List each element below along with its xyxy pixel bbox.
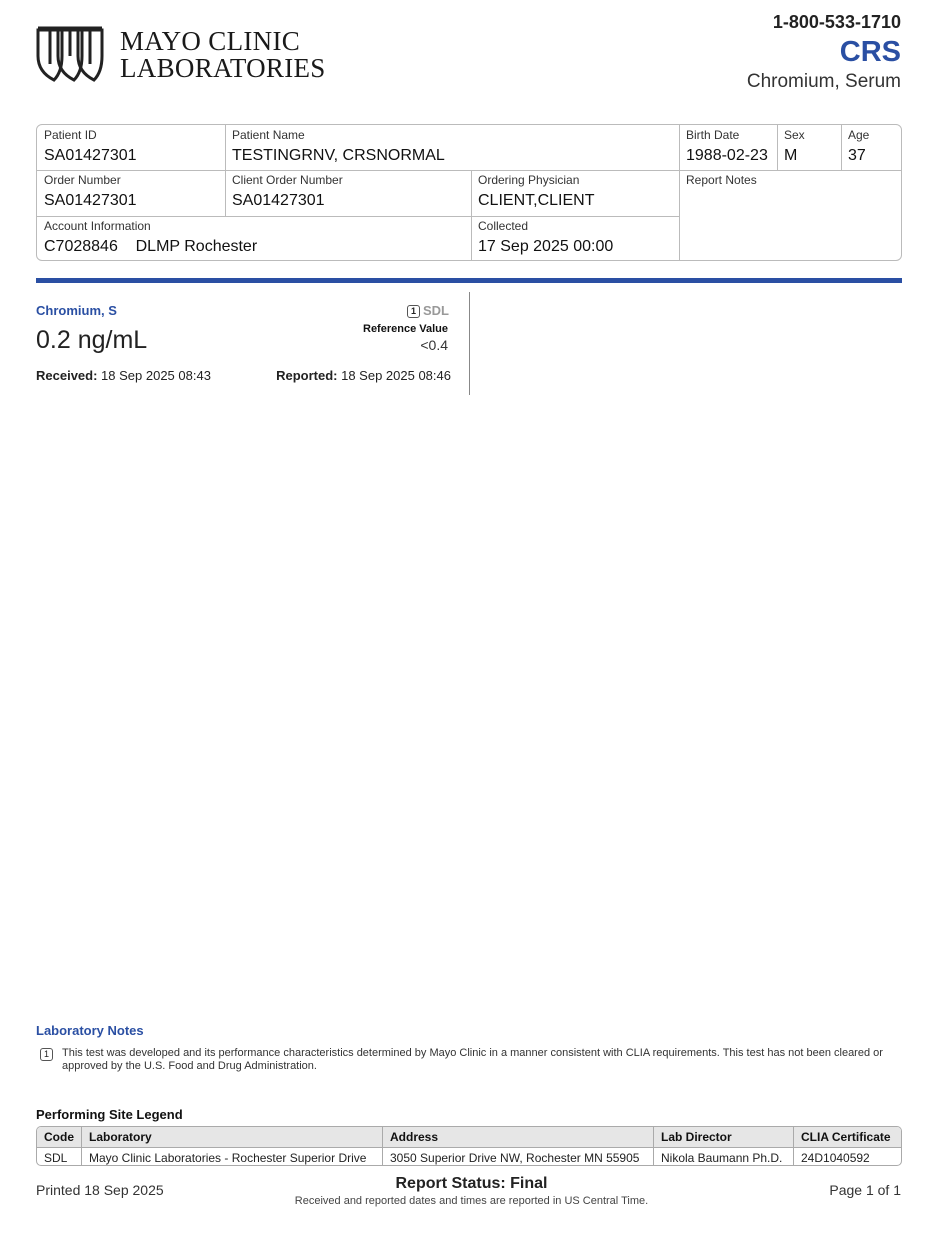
mayo-clinic-laboratories-logo [36,24,346,84]
collected-cell [471,216,679,259]
legend-address: 3050 Superior Drive NW, Rochester MN 55905 [383,1148,654,1167]
legend-header-director: Lab Director [654,1127,794,1148]
printed-date: Printed 18 Sep 2025 [36,1182,164,1198]
legend-code: SDL [37,1148,82,1167]
client-order-label: Client Order Number [232,173,343,187]
collected-value: 17 Sep 2025 00:00 [478,238,614,255]
order-number-label: Order Number [44,173,121,187]
physician-label: Ordering Physician [478,173,580,187]
sex-label: Sex [784,128,805,142]
report-status: Report Status: Final [395,1175,548,1192]
site-code: SDL [423,303,449,318]
page-number: Page 1 of 1 [829,1182,901,1198]
logo-line-1: MAYO CLINIC [120,26,301,56]
legend-title: Performing Site Legend [36,1107,183,1122]
received-label: Received: [36,368,98,383]
timezone-note: Received and reported dates and times are reported in US Central Time. [294,1195,649,1207]
result-test-name: Chromium, S [36,303,117,318]
site-badge: 1 [407,305,420,318]
sex-value: M [784,147,798,164]
sex-cell [777,125,841,168]
lab-notes-title: Laboratory Notes [36,1023,144,1038]
birth-date-label: Birth Date [686,128,740,142]
account-value: C7028846 DLMP Rochester [44,238,258,255]
logo-line-2: LABORATORIES [120,53,326,83]
reference-value: <0.4 [420,337,448,353]
age-label: Age [848,128,870,142]
legend-header-clia: CLIA Certificate [794,1127,902,1148]
reported-value: 18 Sep 2025 08:46 [341,368,451,383]
mayo-shields-icon [36,26,104,82]
reported-label: Reported: [276,368,338,383]
patient-info-panel [36,124,902,261]
table-row [37,1148,901,1167]
legend-director: Nikola Baumann Ph.D. [654,1148,794,1167]
patient-name-label: Patient Name [232,128,305,142]
received-datetime [36,368,211,383]
header-right [747,12,901,93]
age-value: 37 [848,147,866,164]
legend-header-row [37,1127,901,1148]
client-order-value: SA01427301 [232,192,325,209]
lab-note-badge: 1 [40,1048,53,1061]
legend-clia: 24D1040592 [794,1148,902,1167]
account-label: Account Information [44,219,151,233]
result-value: 0.2 ng/mL [36,326,148,354]
birth-date-cell [679,125,777,168]
test-code: CRS [839,36,901,68]
legend-header-code: Code [37,1127,82,1148]
patient-name-cell [225,125,679,168]
reported-datetime [276,368,451,383]
legend-header-laboratory: Laboratory [82,1127,383,1148]
reference-label: Reference Value [363,323,448,335]
legend-header-address: Address [383,1127,654,1148]
received-value: 18 Sep 2025 08:43 [101,368,211,383]
collected-label: Collected [478,219,529,233]
lab-note-text: This test was developed and its performance characteristics determined by Mayo Clinic in a manner consistent with CLIA requirements. This test has not been cleared or approved by the U.S. Food and Drug Administration. [62,1047,883,1072]
order-number-value: SA01427301 [44,192,137,209]
patient-id-label: Patient ID [44,128,97,142]
client-order-cell [225,170,471,213]
report-notes-cell [679,170,901,190]
order-number-cell [37,170,225,213]
legend-laboratory: Mayo Clinic Laboratories - Rochester Superior Drive [82,1148,383,1167]
section-divider [36,278,902,283]
patient-id-value: SA01427301 [44,147,137,164]
age-cell [841,125,901,168]
patient-name-value: TESTINGRNV, CRSNORMAL [232,147,445,164]
report-notes-label: Report Notes [686,173,757,187]
performing-site [407,303,449,318]
account-cell [37,216,471,259]
birth-date-value: 1988-02-23 [686,147,768,164]
test-name: Chromium, Serum [746,71,901,92]
physician-cell [471,170,679,213]
patient-id-cell [37,125,225,168]
phone-number: 1-800-533-1710 [772,12,901,32]
physician-value: CLIENT,CLIENT [478,192,595,209]
site-legend-table [36,1126,902,1166]
result-block [36,292,470,395]
